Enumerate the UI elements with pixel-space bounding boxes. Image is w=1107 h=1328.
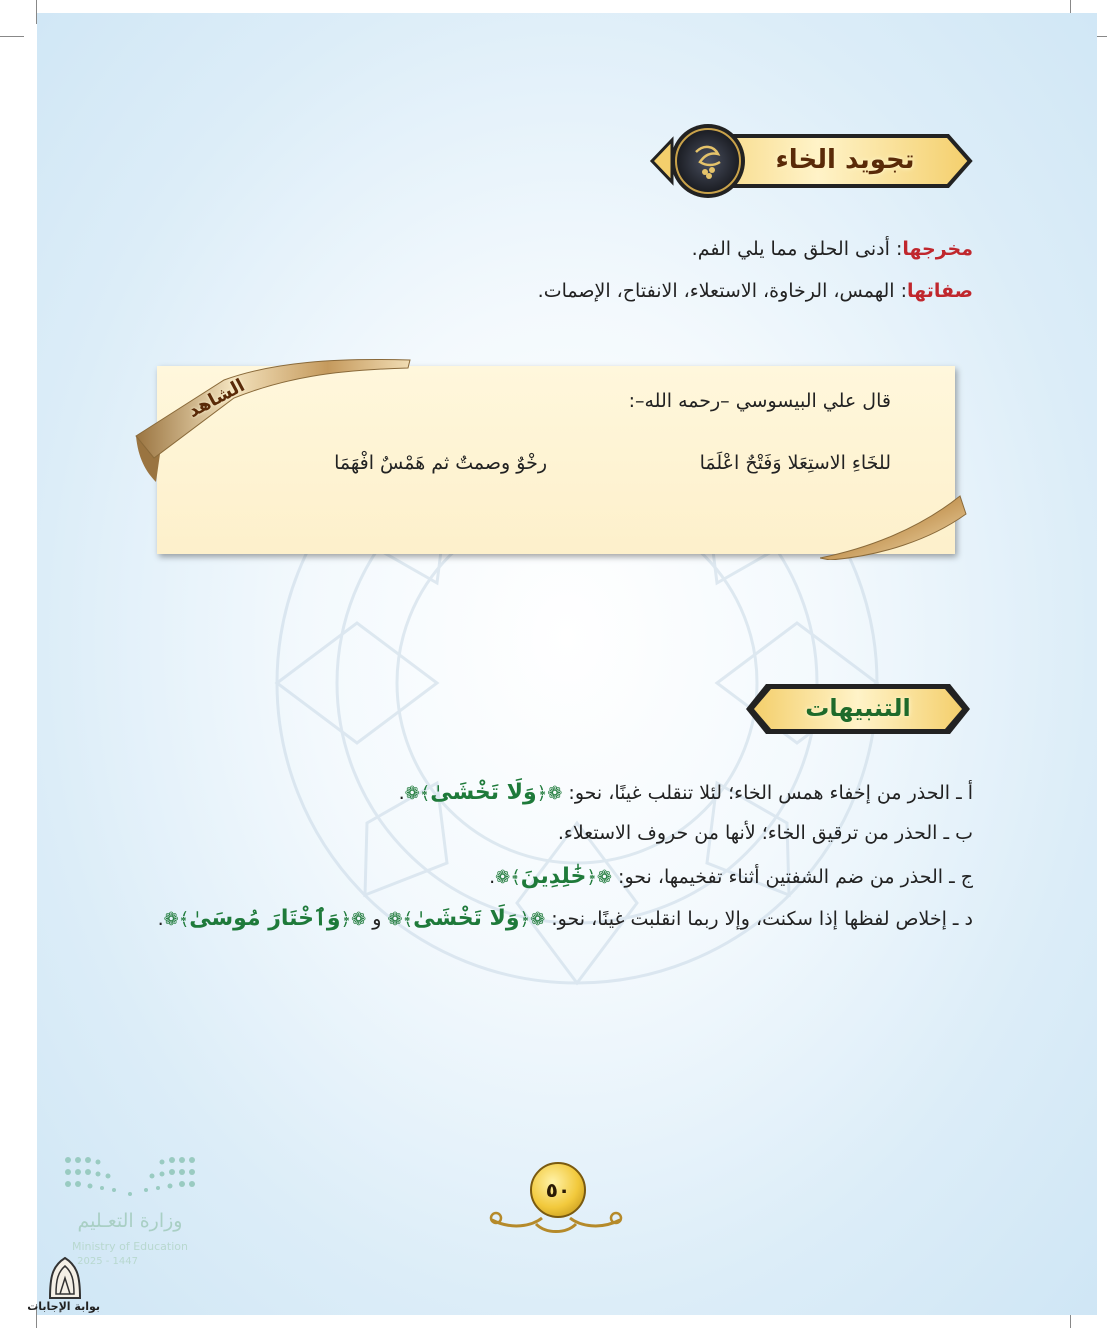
ayah-text: وَلَا تَخْشَىٰ — [430, 780, 537, 805]
watermark-text: بوابة الإجابات — [27, 1300, 100, 1313]
flower-ornament-icon: ❁﴿ — [586, 867, 612, 888]
sifat-key: صفاتها — [907, 280, 973, 302]
section-title-tajweed: تجويد الخاء — [775, 145, 915, 175]
sifat-line: صفاتها: الهمس، الرخاوة، الاستعلاء، الانفتاح، الإصمات. — [537, 280, 973, 302]
ayah-text: خَٰلِدِينَ — [520, 864, 587, 889]
evidence-ribbon-label: الشاهد — [184, 374, 249, 423]
crop-mark — [0, 36, 24, 37]
note-item-a — [399, 780, 973, 805]
evidence-intro: قال علي البيسوسي –رحمه الله–: — [628, 390, 891, 412]
evidence-ribbon-corner — [820, 488, 970, 560]
ayah-text: وَلَا تَخْشَىٰ — [413, 906, 520, 931]
ministry-logo-dots — [62, 1154, 198, 1200]
note-text: د ـ إخلاص لفظها إذا سكنت، وإلا ربما انقلبت غينًا، نحو: — [545, 908, 973, 930]
ministry-name-en: Ministry of Education — [71, 1240, 188, 1253]
flower-ornament-icon: ❁﴿ — [536, 783, 563, 804]
note-text: ج ـ الحذر من ضم الشفتين أثناء تفخيمها، نحو: — [612, 866, 973, 888]
evidence-ribbon — [134, 358, 424, 488]
section-title-notes: التنبيهات — [805, 694, 911, 722]
note-end: . — [489, 866, 496, 888]
page — [37, 13, 1097, 1315]
note-end: . — [398, 782, 405, 804]
note-text: أ ـ الحذر من إخفاء همس الخاء؛ لئلا تنقلب غينًا، نحو: — [562, 782, 973, 804]
flower-ornament-icon: ❁﴿ — [340, 909, 367, 930]
flower-ornament-icon: ❁﴿ — [519, 909, 546, 930]
flower-ornament-icon: ﴾❁ — [495, 867, 521, 888]
verse-first-hemistich: للخَاءِ الاستِعَلا وَفَتْحٌ اعْلَمَا — [699, 452, 891, 474]
ministry-name-ar: وزارة التعـليم — [77, 1210, 183, 1232]
sifat-value: الهمس، الرخاوة، الاستعلاء، الانفتاح، الإصمات. — [537, 280, 901, 302]
note-end: . — [157, 908, 164, 930]
note-item-b — [558, 822, 973, 844]
flower-ornament-icon: ﴾❁ — [387, 909, 414, 930]
flower-ornament-icon: ﴾❁ — [163, 909, 190, 930]
note-item-d — [158, 906, 973, 931]
page-number: ٥٠ — [530, 1162, 586, 1218]
note-item-c — [489, 864, 973, 889]
ministry-year: 2025 - 1447 — [77, 1256, 138, 1267]
makhraj-line: مخرجها: أدنى الحلق مما يلي الفم. — [691, 238, 973, 260]
makhraj-value: أدنى الحلق مما يلي الفم. — [691, 238, 896, 260]
ayah-text: وَٱخْتَارَ مُوسَىٰ — [189, 906, 341, 931]
makhraj-key: مخرجها — [902, 238, 973, 260]
flower-ornament-icon: ﴾❁ — [404, 783, 431, 804]
verse-second-hemistich: رخْوٌ وصمتٌ ثم هَمْسٌ افْهَمَا — [334, 452, 547, 474]
note-text: ب ـ الحذر من ترقيق الخاء؛ لأنها من حروف الاستعلاء. — [557, 822, 973, 844]
note-mid: و — [366, 908, 388, 930]
watermark-logo — [44, 1256, 86, 1300]
